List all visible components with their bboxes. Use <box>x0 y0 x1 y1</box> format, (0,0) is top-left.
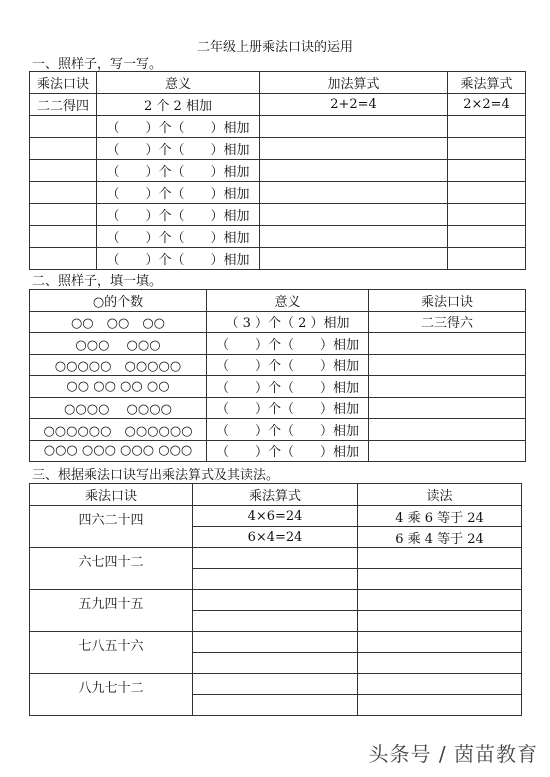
reading-input-cell[interactable] <box>358 653 522 674</box>
section3-table <box>29 483 522 716</box>
rhyme-input-cell[interactable] <box>369 333 526 355</box>
rhyme-input-cell[interactable] <box>369 397 526 419</box>
rhyme-cell: 二三得六 <box>369 311 526 333</box>
blank-row <box>30 116 526 138</box>
rhyme-cell: 四六二十四 <box>30 506 193 548</box>
addition-input-cell[interactable] <box>260 204 448 226</box>
table-row <box>30 311 526 333</box>
multiplication-input-cell[interactable] <box>193 569 358 590</box>
reading-input-cell[interactable] <box>358 590 522 611</box>
multiplication-cell: 2×2=4 <box>448 94 526 116</box>
blank-row <box>30 138 526 160</box>
header-cell: 乘法口诀 <box>369 290 526 312</box>
rhyme-input-cell[interactable] <box>30 138 97 160</box>
circles-cell: ○○○ ○○○ ○○○ ○○○ <box>30 440 207 462</box>
meaning-cell[interactable]: （ ）个（ ）相加 <box>207 376 369 398</box>
multiplication-input-cell[interactable] <box>448 204 526 226</box>
table-row <box>30 397 526 419</box>
multiplication-input-cell[interactable] <box>193 632 358 653</box>
multiplication-cell: 4×6=24 <box>193 506 358 527</box>
reading-cell: 6 乘 4 等于 24 <box>358 527 522 548</box>
table-row <box>30 354 526 376</box>
header-cell: 读法 <box>358 484 522 506</box>
meaning-cell[interactable]: （ ）个（ ）相加 <box>97 116 260 138</box>
blank-row <box>30 160 526 182</box>
meaning-cell[interactable]: （ ）个（ ）相加 <box>97 138 260 160</box>
blank-row <box>30 204 526 226</box>
example-row <box>30 94 526 116</box>
header-cell: ○的个数 <box>30 290 207 312</box>
header-cell: 乘法算式 <box>193 484 358 506</box>
multiplication-input-cell[interactable] <box>448 248 526 270</box>
header-cell: 加法算式 <box>260 72 448 94</box>
header-cell: 乘法口诀 <box>30 72 97 94</box>
rhyme-cell: 五九四十五 <box>30 590 193 632</box>
multiplication-input-cell[interactable] <box>193 695 358 716</box>
section2-table <box>29 289 526 462</box>
section1-heading: 一、照样子，写一写。 <box>32 57 163 72</box>
table-row <box>30 506 522 527</box>
circles-cell: ○○ ○○ ○○ <box>30 311 207 333</box>
meaning-cell[interactable]: （ ）个（ ）相加 <box>97 204 260 226</box>
table-header-row <box>30 72 526 94</box>
multiplication-input-cell[interactable] <box>193 653 358 674</box>
header-cell: 意义 <box>207 290 369 312</box>
header-cell: 乘法算式 <box>448 72 526 94</box>
table-row <box>30 376 526 398</box>
watermark: 头条号 / 茵苗教育 <box>368 742 538 766</box>
rhyme-input-cell[interactable] <box>30 116 97 138</box>
rhyme-input-cell[interactable] <box>369 440 526 462</box>
header-cell: 意义 <box>97 72 260 94</box>
page-title: 二年级上册乘法口诀的运用 <box>196 40 353 55</box>
meaning-cell[interactable]: （ ）个（ ）相加 <box>207 333 369 355</box>
meaning-cell[interactable]: （ ）个（ ）相加 <box>207 419 369 441</box>
meaning-cell[interactable]: （ ）个（ ）相加 <box>207 354 369 376</box>
multiplication-input-cell[interactable] <box>193 611 358 632</box>
addition-input-cell[interactable] <box>260 116 448 138</box>
rhyme-input-cell[interactable] <box>30 248 97 270</box>
addition-cell: 2+2=4 <box>260 94 448 116</box>
meaning-cell: 2 个 2 相加 <box>97 94 260 116</box>
multiplication-cell: 6×4=24 <box>193 527 358 548</box>
table-header-row <box>30 290 526 312</box>
reading-input-cell[interactable] <box>358 674 522 695</box>
multiplication-input-cell[interactable] <box>193 674 358 695</box>
reading-input-cell[interactable] <box>358 632 522 653</box>
reading-input-cell[interactable] <box>358 569 522 590</box>
meaning-cell[interactable]: （ ）个（ ）相加 <box>97 160 260 182</box>
section3-heading: 三、根据乘法口诀写出乘法算式及其读法。 <box>32 468 280 483</box>
circles-cell: ○○○ ○○○ <box>30 333 207 355</box>
section1-table <box>29 71 526 270</box>
table-row <box>30 419 526 441</box>
blank-row <box>30 182 526 204</box>
multiplication-input-cell[interactable] <box>193 548 358 569</box>
addition-input-cell[interactable] <box>260 226 448 248</box>
multiplication-input-cell[interactable] <box>448 116 526 138</box>
rhyme-input-cell[interactable] <box>30 204 97 226</box>
reading-input-cell[interactable] <box>358 611 522 632</box>
meaning-cell: （ 3 ）个（ 2 ）相加 <box>207 311 369 333</box>
section2-heading: 二、照样子，填一填。 <box>32 274 163 289</box>
rhyme-input-cell[interactable] <box>369 376 526 398</box>
table-row <box>30 632 522 653</box>
blank-row <box>30 226 526 248</box>
table-header-row <box>30 484 522 506</box>
table-row <box>30 548 522 569</box>
multiplication-input-cell[interactable] <box>448 226 526 248</box>
circles-cell: ○○ ○○ ○○ ○○ <box>30 376 207 398</box>
rhyme-input-cell[interactable] <box>30 226 97 248</box>
table-row <box>30 590 522 611</box>
header-cell: 乘法口诀 <box>30 484 193 506</box>
meaning-cell[interactable]: （ ）个（ ）相加 <box>207 397 369 419</box>
meaning-cell[interactable]: （ ）个（ ）相加 <box>207 440 369 462</box>
blank-row <box>30 248 526 270</box>
multiplication-input-cell[interactable] <box>448 138 526 160</box>
multiplication-input-cell[interactable] <box>193 590 358 611</box>
multiplication-input-cell[interactable] <box>448 182 526 204</box>
rhyme-input-cell[interactable] <box>369 419 526 441</box>
multiplication-input-cell[interactable] <box>448 160 526 182</box>
reading-cell: 4 乘 6 等于 24 <box>358 506 522 527</box>
addition-input-cell[interactable] <box>260 138 448 160</box>
rhyme-cell: 七八五十六 <box>30 632 193 674</box>
reading-input-cell[interactable] <box>358 548 522 569</box>
circles-cell: ○○○○○○ ○○○○○○ <box>30 419 207 441</box>
reading-input-cell[interactable] <box>358 695 522 716</box>
addition-input-cell[interactable] <box>260 182 448 204</box>
rhyme-cell: 八九七十二 <box>30 674 193 716</box>
table-row <box>30 333 526 355</box>
table-row <box>30 440 526 462</box>
meaning-cell[interactable]: （ ）个（ ）相加 <box>97 248 260 270</box>
rhyme-input-cell[interactable] <box>30 160 97 182</box>
addition-input-cell[interactable] <box>260 160 448 182</box>
rhyme-cell: 二二得四 <box>30 94 97 116</box>
meaning-cell[interactable]: （ ）个（ ）相加 <box>97 226 260 248</box>
meaning-cell[interactable]: （ ）个（ ）相加 <box>97 182 260 204</box>
addition-input-cell[interactable] <box>260 248 448 270</box>
circles-cell: ○○○○○ ○○○○○ <box>30 354 207 376</box>
rhyme-input-cell[interactable] <box>30 182 97 204</box>
table-row <box>30 674 522 695</box>
rhyme-cell: 六七四十二 <box>30 548 193 590</box>
circles-cell: ○○○○ ○○○○ <box>30 397 207 419</box>
rhyme-input-cell[interactable] <box>369 354 526 376</box>
